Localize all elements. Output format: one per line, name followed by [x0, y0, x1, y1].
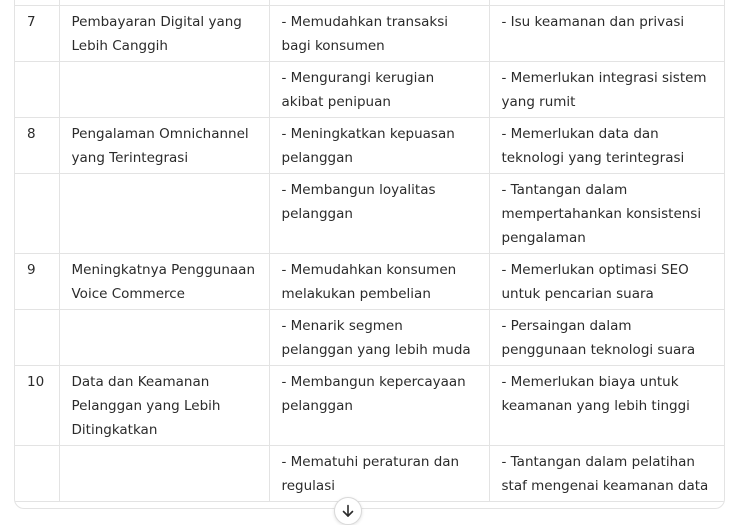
arrow-down-icon: [340, 503, 356, 519]
cell-benefit: - Mengurangi kerugian akibat penipuan: [269, 62, 489, 118]
cell-trend: Data dan Keamanan Pelanggan yang Lebih Ditingkatkan: [59, 366, 269, 446]
table-container: [14, 0, 725, 509]
cell-benefit: - Memudahkan transaksi bagi konsumen: [269, 6, 489, 62]
cell-trend: [59, 310, 269, 366]
table-row: [15, 62, 725, 118]
cell-number: [15, 446, 59, 502]
cell-benefit: - Membangun kepercayaan pelanggan: [269, 366, 489, 446]
cell-number: [15, 310, 59, 366]
cell-number: 10: [15, 366, 59, 446]
cell-benefit: - Memudahkan konsumen melakukan pembelian: [269, 254, 489, 310]
cell-challenge: - Isu keamanan dan privasi: [489, 6, 725, 62]
cell-number: [15, 174, 59, 254]
cell-trend: [59, 62, 269, 118]
cell-benefit: - Meningkatkan kepuasan pelanggan: [269, 118, 489, 174]
cell-challenge: - Memerlukan biaya untuk keamanan yang lebih tinggi: [489, 366, 725, 446]
cell-challenge: - Memerlukan integrasi sistem yang rumit: [489, 62, 725, 118]
table-row: [15, 446, 725, 502]
cell-trend: [59, 174, 269, 254]
table-row: [15, 254, 725, 310]
cell-number: 8: [15, 118, 59, 174]
cell-challenge: - Memerlukan data dan teknologi yang terintegrasi: [489, 118, 725, 174]
cell-challenge: - Tantangan dalam pelatihan staf mengenai keamanan data: [489, 446, 725, 502]
cell-number: 9: [15, 254, 59, 310]
cell-challenge: - Memerlukan optimasi SEO untuk pencarian suara: [489, 254, 725, 310]
cell-trend: Pengalaman Omnichannel yang Terintegrasi: [59, 118, 269, 174]
cell-number: 7: [15, 6, 59, 62]
cell-number: [15, 62, 59, 118]
cell-benefit: - Membangun loyalitas pelanggan: [269, 174, 489, 254]
trends-table: [15, 0, 725, 502]
table-row: [15, 366, 725, 446]
cell-benefit: - Mematuhi peraturan dan regulasi: [269, 446, 489, 502]
table-row: [15, 310, 725, 366]
cell-trend: Meningkatnya Penggunaan Voice Commerce: [59, 254, 269, 310]
table-row: [15, 118, 725, 174]
table-row: [15, 6, 725, 62]
cell-trend: Pembayaran Digital yang Lebih Canggih: [59, 6, 269, 62]
cell-trend: [59, 446, 269, 502]
cell-challenge: - Tantangan dalam mempertahankan konsistensi pengalaman: [489, 174, 725, 254]
cell-challenge: - Persaingan dalam penggunaan teknologi suara: [489, 310, 725, 366]
table-row: [15, 174, 725, 254]
cell-benefit: - Menarik segmen pelanggan yang lebih muda: [269, 310, 489, 366]
